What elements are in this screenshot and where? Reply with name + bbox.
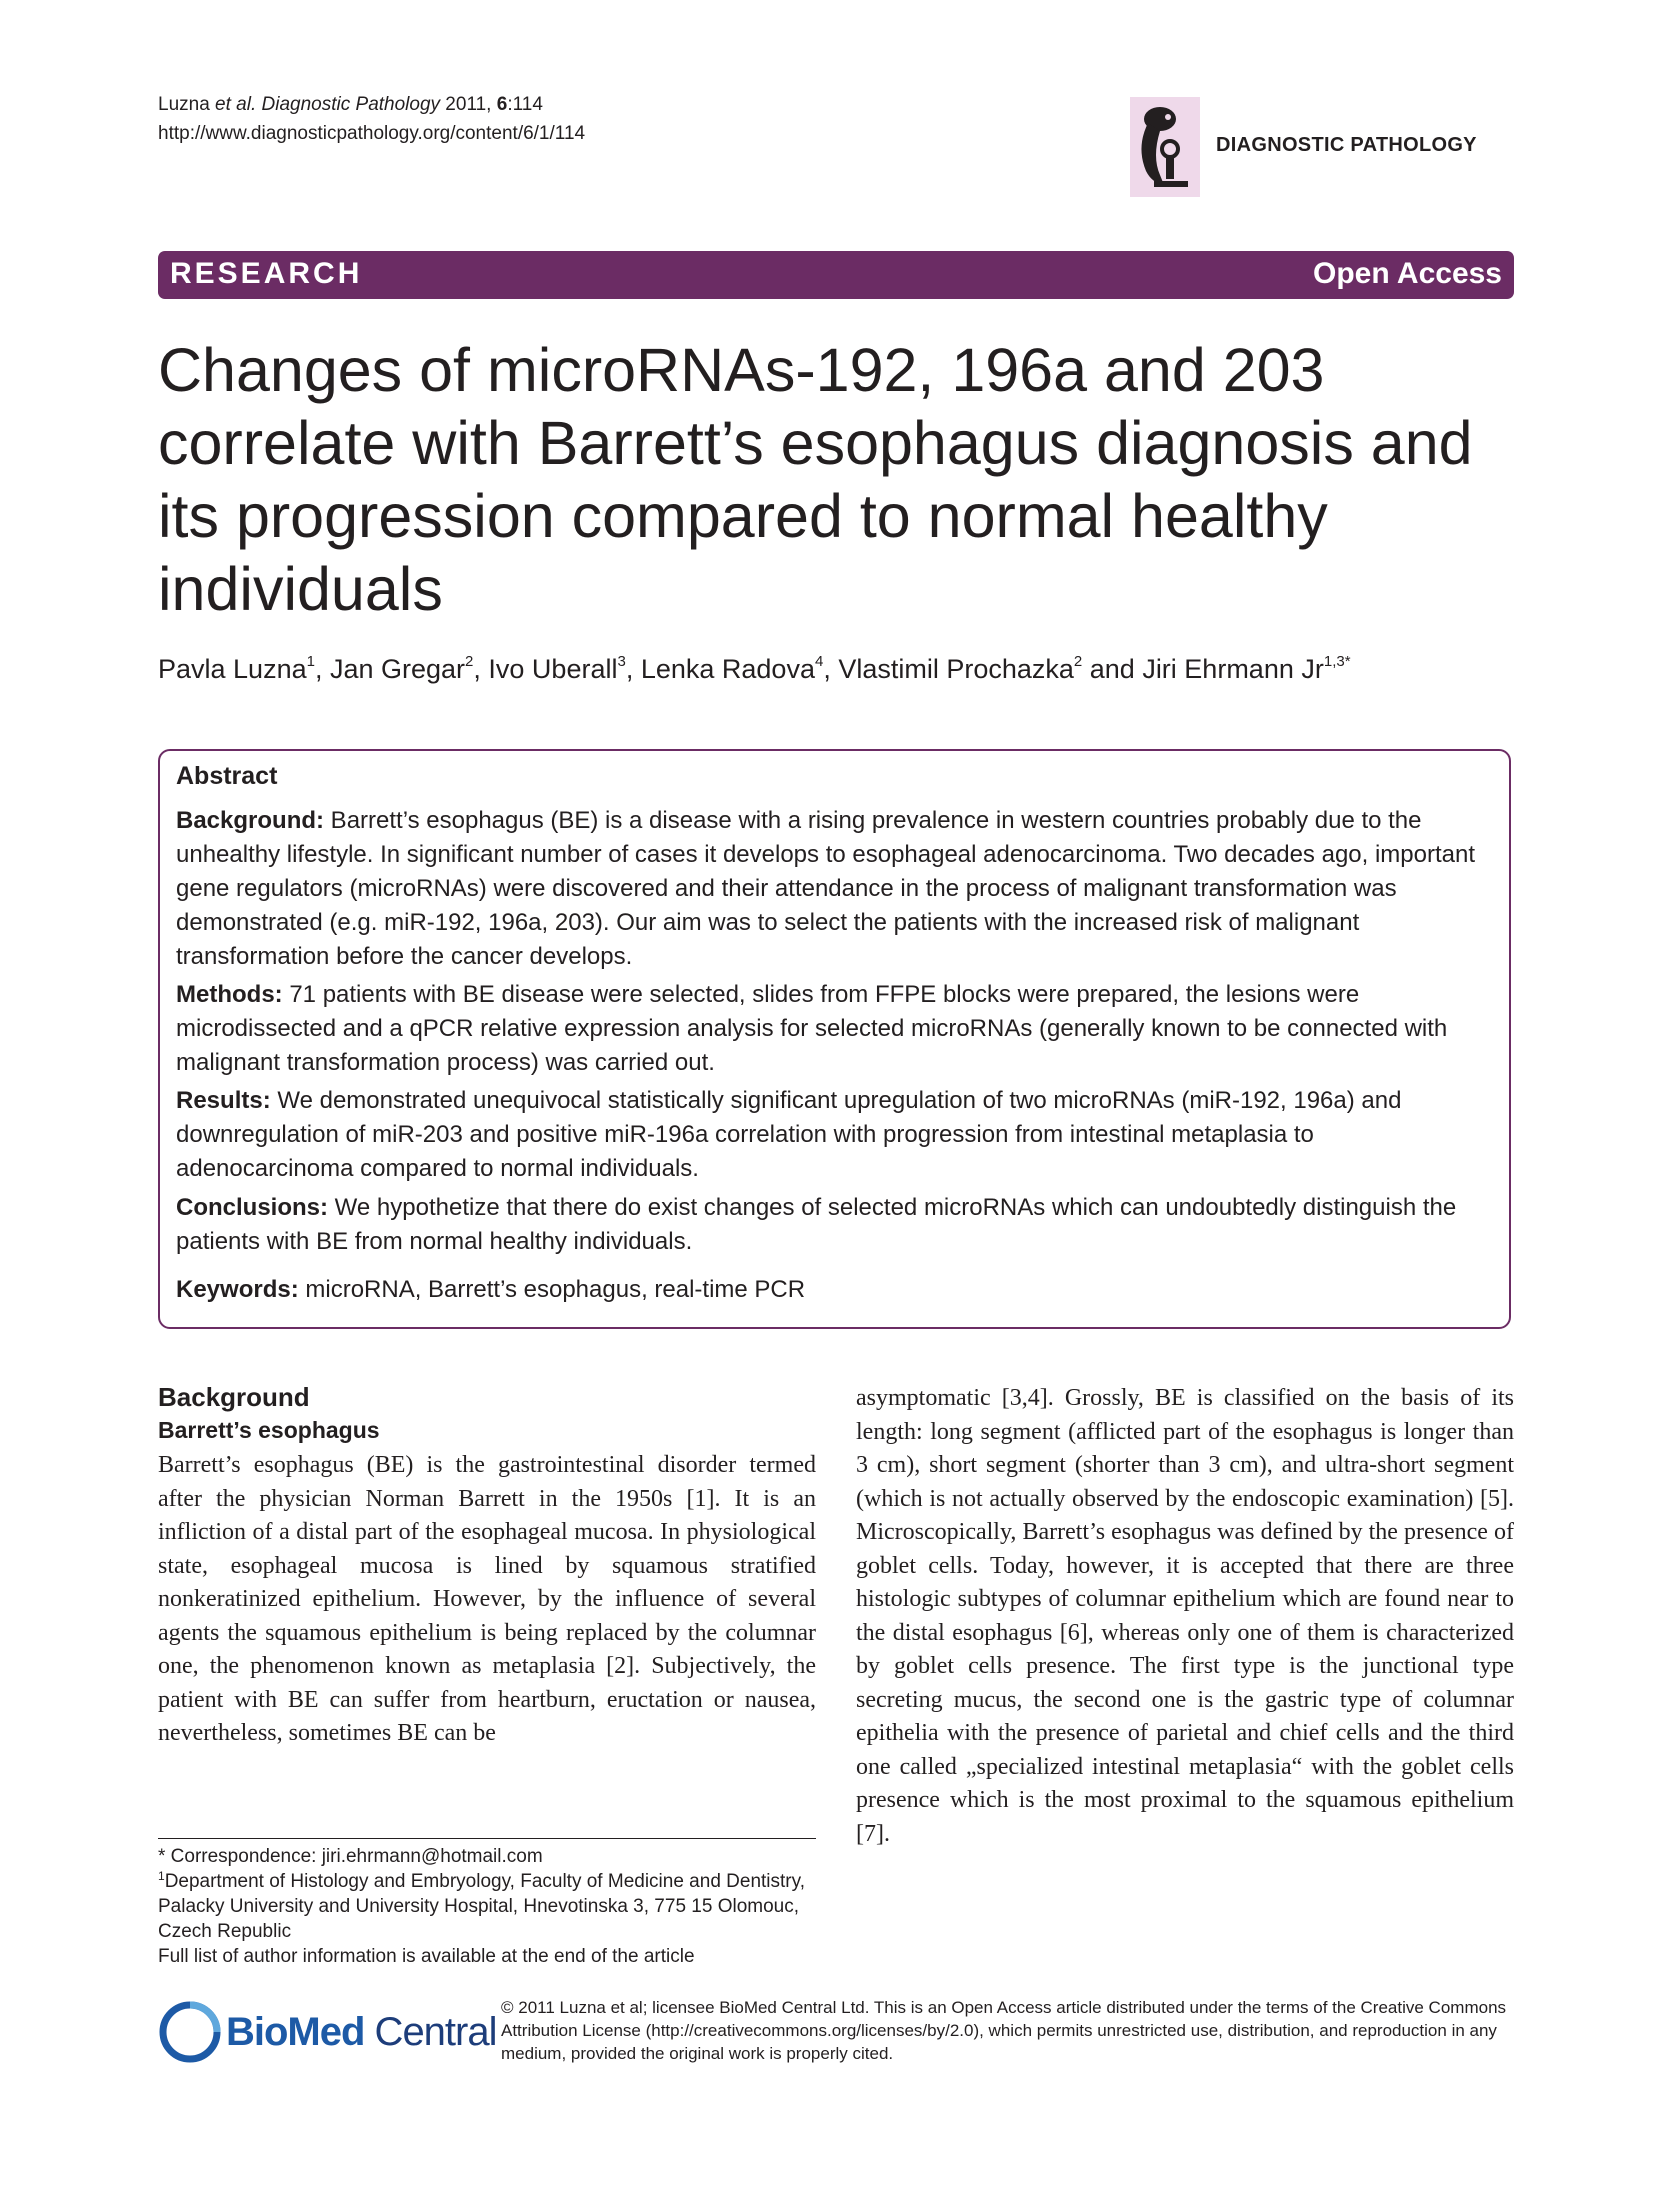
author-affiliation-marker: 2: [465, 653, 474, 670]
section-heading-background: Background: [158, 1382, 310, 1412]
microscope-logo-icon: [1130, 97, 1200, 197]
footnotes: [158, 1844, 818, 1969]
abstract-methods: Methods: 71 patients with BE disease were selected, slides from FFPE blocks were prepared, the lesions were microdissected and a qPCR relative expression analysis for selected microRNAs (generally known to be connected with malignant transformation process) was carried out.: [176, 981, 1448, 1076]
journal-name: DIAGNOSTIC PATHOLOGY: [1216, 134, 1477, 156]
body-text-left-column: Barrett’s esophagus (BE) is the gastrointestinal disorder termed after the physician Norman Barrett in the 1950s [1]. It is an infliction of a distal part of the esophageal mucosa. In physiological state, esophageal mucosa is lined by squamous stratified nonkeratinized epithelium. However, by the influence of several agents the squamous epithelium is being replaced by the columnar one, the phenomenon known as metaplasia [2]. Subjectively, the patient with BE can suffer from heartburn, eructation or nausea, nevertheless, sometimes BE can be: [158, 1452, 816, 1746]
author-list: Pavla Luzna$^1$, Jan Gregar$^2$, Ivo Uberall$^3$, Lenka Radova$^4$, Vlastimil Prochazka$^2$ and Jiri Ehrmann $Jr^{1,3*}$: [158, 653, 1351, 684]
biomed-circle-icon: [158, 2000, 222, 2064]
body-text-right-column: asymptomatic [3,4]. Grossly, BE is classified on the basis of its length: long segment (afflicted part of the esophagus is longer than 3 cm), short segment (shorter than 3 cm), and ultra-short segment (which is not actually observed by the endoscopic examination) [5]. Microscopically, Barrett’s esophagus was defined by the presence of goblet cells. Today, however, it is accepted that there are three histologic subtypes of columnar epithelium which are found near to the distal esophagus [6], whereas only one of them is characterized by goblet cells presence. The first type is the junctional type secreting mucus, the second one is the gastric type of columnar epithelia with the presence of parietal and chief cells and the third one called „specialized intestinal metaplasia“ with the goblet cells presence which is the most proximal to the squamous epithelium [7].: [856, 1385, 1514, 1847]
author-affiliation-marker: 4: [814, 653, 824, 670]
author-name: Ivo Uberall: [488, 654, 618, 684]
open-access-label: Open Access: [1313, 257, 1502, 290]
journal-logo: [1130, 97, 1510, 197]
biomed-central-logo: BioMed Central: [158, 2000, 478, 2064]
author-info-note: Full list of author information is available at the end of the article: [158, 1946, 695, 1967]
article-url[interactable]: http://www.diagnosticpathology.org/content/6/1/114: [158, 123, 586, 144]
footnote-divider: [158, 1838, 816, 1839]
abstract-results: Results: We demonstrated unequivocal statistically significant upregulation of two microRNAs (miR-192, 196a) and downregulation of miR-203 and positive miR-196a correlation with progression from intestinal metaplasia to adenocarcinoma compared to normal individuals.: [176, 1087, 1402, 1182]
abstract-heading: Abstract: [176, 762, 278, 790]
abstract-conclusions: Conclusions: We hypothetize that there do exist changes of selected microRNAs which can undoubtedly distinguish the patients with BE from normal healthy individuals.: [176, 1194, 1457, 1255]
author-affiliation-marker: 3: [617, 653, 626, 670]
author-name: Pavla Luzna: [158, 654, 307, 684]
author-name: Lenka Radova: [640, 654, 815, 684]
author-name: Jiri Ehrmann Jr: [1142, 654, 1324, 684]
correspondence-note: * Correspondence: jiri.ehrmann@hotmail.com: [158, 1846, 543, 1867]
author-affiliation-marker: 2: [1073, 653, 1083, 670]
research-bar: [158, 251, 1514, 299]
subsection-heading-barretts: Barrett’s esophagus: [158, 1417, 380, 1443]
citation-line: Luzna et al. Diagnostic Pathology 2011, 6:114: [158, 94, 543, 115]
article-type-label: RESEARCH: [170, 257, 363, 290]
author-affiliation-marker: 1,3*: [1323, 653, 1351, 670]
article-title: Changes of microRNAs-192, 196a and 203 correlate with Barrett’s esophagus diagnosis and its progression compared to normal healthy individuals: [158, 336, 1473, 623]
author-name: Vlastimil Prochazka: [838, 654, 1074, 684]
affiliation-note: $^1$Department of Histology and Embryology, Faculty of Medicine and Dentistry, Palacky University and University Hospital, Hnevotinska 3, 775 15 Olomouc, Czech Republic: [158, 1869, 805, 1942]
author-affiliation-marker: 1: [306, 653, 315, 670]
abstract-keywords: Keywords: microRNA, Barrett’s esophagus, real-time PCR: [176, 1276, 806, 1303]
author-name: Jan Gregar: [329, 654, 466, 684]
abstract-background: Background: Barrett’s esophagus (BE) is a disease with a rising prevalence in western countries probably due to the unhealthy lifestyle. In significant number of cases it develops to esophageal adenocarcinoma. Two decades ago, important gene regulators (microRNAs) were discovered and their attendance in the process of malignant transformation was demonstrated (e.g. miR-192, 196a, 203). Our aim was to select the patients with the increased risk of malignant transformation before the cancer develops.: [176, 807, 1476, 970]
license-text: © 2011 Luzna et al; licensee BioMed Central Ltd. This is an Open Access article distributed under the terms of the Creative Commons Attribution License (http://creativecommons.org/licenses/by/2.0), which permits unrestricted use, distribution, and reproduction in any medium, provided the original work is properly cited.: [501, 1998, 1507, 2063]
citation-header: [158, 90, 585, 148]
